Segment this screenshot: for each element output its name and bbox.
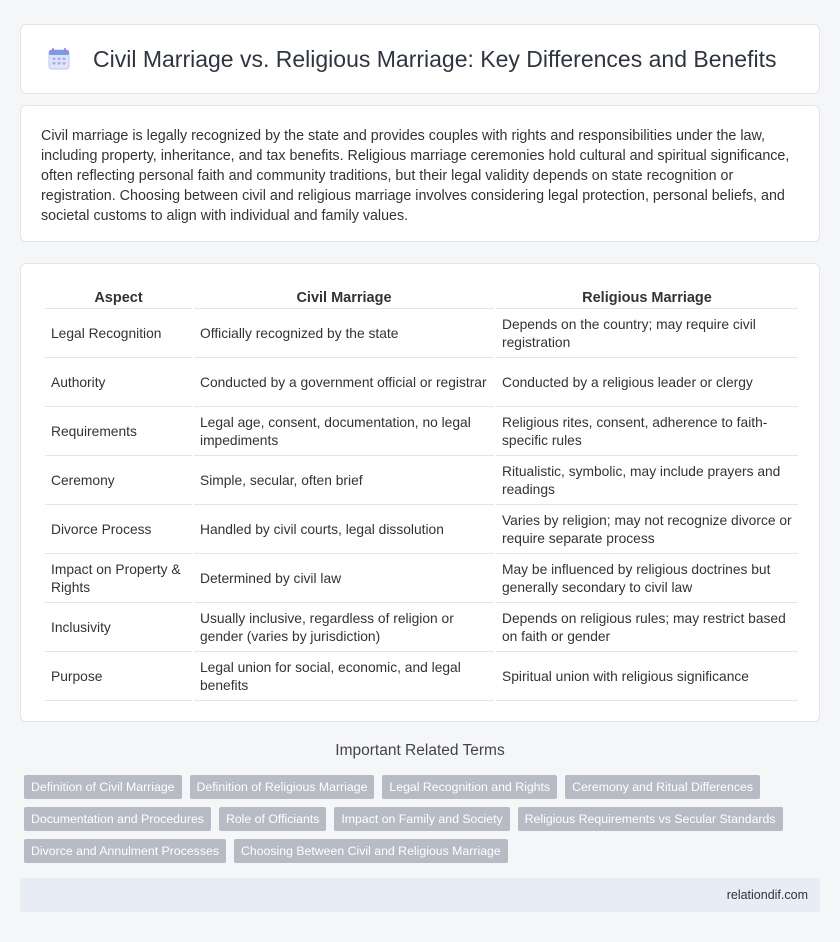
footer-site-link[interactable]: relationdif.com	[726, 888, 808, 902]
cell-religious: Depends on religious rules; may restrict based on faith or gender	[496, 605, 798, 652]
header-religious-marriage: Religious Marriage	[496, 286, 798, 309]
related-term-tag[interactable]: Ceremony and Ritual Differences	[565, 775, 760, 799]
table-row	[45, 556, 798, 603]
cell-religious: Religious rites, consent, adherence to faith-specific rules	[496, 409, 798, 456]
cell-aspect: Ceremony	[45, 458, 192, 505]
cell-religious: May be influenced by religious doctrines but generally secondary to civil law	[496, 556, 798, 603]
cell-religious: Spiritual union with religious significance	[496, 654, 798, 701]
cell-aspect: Legal Recognition	[45, 311, 192, 358]
cell-religious: Conducted by a religious leader or clergy	[496, 360, 798, 407]
cell-religious: Ritualistic, symbolic, may include prayers and readings	[496, 458, 798, 505]
page-header	[20, 24, 820, 94]
footer	[20, 878, 820, 912]
cell-civil: Simple, secular, often brief	[194, 458, 494, 505]
calendar-icon	[47, 47, 71, 71]
table-row	[45, 507, 798, 554]
cell-civil: Handled by civil courts, legal dissolution	[194, 507, 494, 554]
cell-aspect: Divorce Process	[45, 507, 192, 554]
table-row	[45, 458, 798, 505]
cell-religious: Varies by religion; may not recognize divorce or require separate process	[496, 507, 798, 554]
cell-civil: Usually inclusive, regardless of religion or gender (varies by jurisdiction)	[194, 605, 494, 652]
table-row	[45, 409, 798, 456]
cell-aspect: Inclusivity	[45, 605, 192, 652]
related-terms-list	[24, 775, 784, 863]
cell-aspect: Requirements	[45, 409, 192, 456]
header-civil-marriage: Civil Marriage	[194, 286, 494, 309]
comparison-table	[43, 284, 800, 703]
intro-text: Civil marriage is legally recognized by the state and provides couples with rights and responsibilities under the law, including property, inheritance, and tax benefits. Religious marriage ceremonies hold cultural and spiritual significance, often reflecting personal faith and community traditions, but their legal validity depends on state recognition or registration. Choosing between civil and religious marriage involves considering legal protection, personal beliefs, and societal customs to align with individual and family values.	[41, 128, 790, 224]
related-term-tag[interactable]: Definition of Religious Marriage	[190, 775, 375, 799]
related-term-tag[interactable]: Divorce and Annulment Processes	[24, 839, 226, 863]
cell-civil: Legal age, consent, documentation, no legal impediments	[194, 409, 494, 456]
cell-civil: Conducted by a government official or registrar	[194, 360, 494, 407]
table-row	[45, 311, 798, 358]
related-term-tag[interactable]: Religious Requirements vs Secular Standards	[518, 807, 783, 831]
table-row	[45, 654, 798, 701]
page-title: Civil Marriage vs. Religious Marriage: Key Differences and Benefits	[93, 45, 777, 72]
cell-civil: Legal union for social, economic, and legal benefits	[194, 654, 494, 701]
table-row	[45, 360, 798, 407]
cell-civil: Officially recognized by the state	[194, 311, 494, 358]
table-header-row	[45, 286, 798, 309]
intro-card	[20, 105, 820, 242]
related-term-tag[interactable]: Impact on Family and Society	[334, 807, 509, 831]
related-term-tag[interactable]: Role of Officiants	[219, 807, 326, 831]
cell-aspect: Purpose	[45, 654, 192, 701]
cell-civil: Determined by civil law	[194, 556, 494, 603]
cell-aspect: Impact on Property & Rights	[45, 556, 192, 603]
cell-religious: Depends on the country; may require civil registration	[496, 311, 798, 358]
related-term-tag[interactable]: Legal Recognition and Rights	[382, 775, 557, 799]
header-aspect: Aspect	[45, 286, 192, 309]
comparison-table-card	[20, 263, 820, 722]
related-term-tag[interactable]: Choosing Between Civil and Religious Marriage	[234, 839, 508, 863]
related-term-tag[interactable]: Definition of Civil Marriage	[24, 775, 182, 799]
table-row	[45, 605, 798, 652]
related-term-tag[interactable]: Documentation and Procedures	[24, 807, 211, 831]
cell-aspect: Authority	[45, 360, 192, 407]
related-terms-title: Important Related Terms	[335, 742, 505, 759]
